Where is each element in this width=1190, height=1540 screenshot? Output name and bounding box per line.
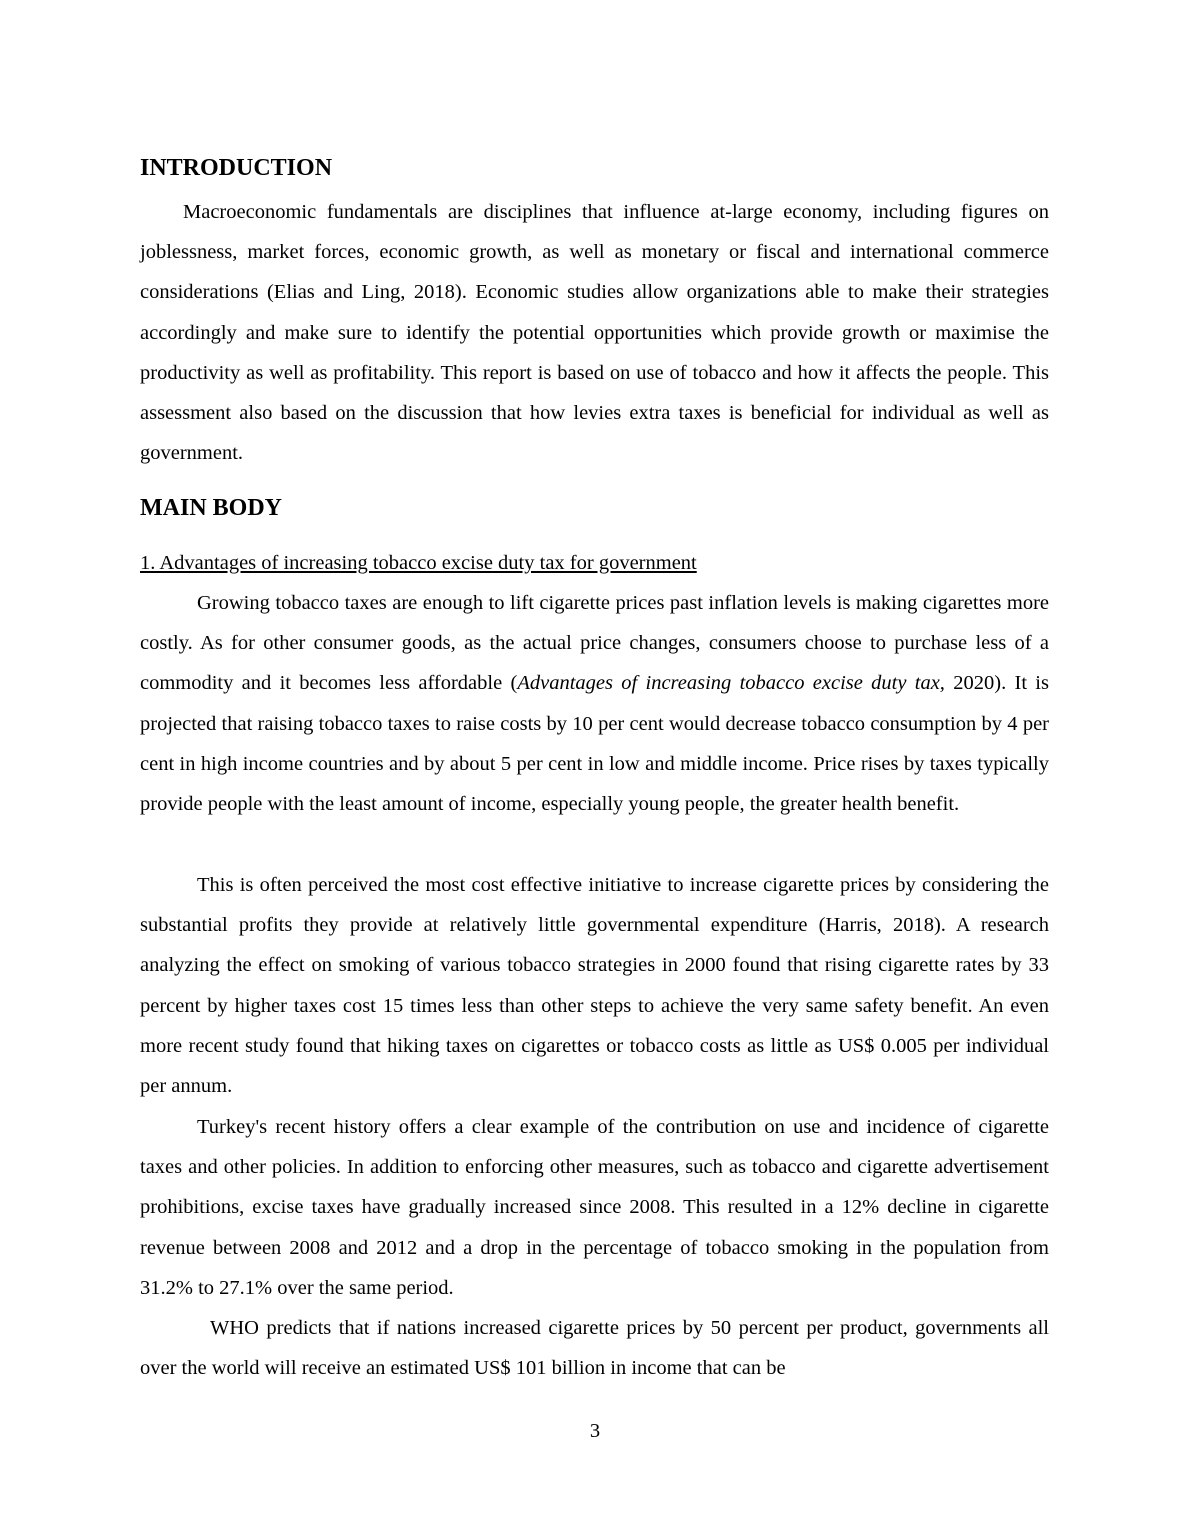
paragraph-1-text-before: Growing tobacco taxes are enough to lift cigarette prices past inflation levels is making cigarettes more costly. As for other consumer goods, as the actual price changes, consumers choose to purchase less of a commodity and it becomes less affordable (: [140, 592, 1049, 695]
intro-paragraph: Macroeconomic fundamentals are disciplines that influence at-large economy, including figures on joblessness, market forces, economic growth, as well as monetary or fiscal and international commerce considerations (Elias and Ling, 2018). Economic studies allow organizations able to make their strategies accordingly and make sure to identify the potential opportunities which provide growth or maximise the productivity as well as profitability. This report is based on use of tobacco and how it affects the people. This assessment also based on the discussion that how levies extra taxes is beneficial for individual as well as government.: [140, 201, 1049, 465]
main-body-heading: MAIN BODY: [140, 495, 282, 521]
paragraph-1-citation: Advantages of increasing tobacco excise duty tax,: [517, 672, 945, 695]
section-1-paragraph-1: [140, 583, 1049, 824]
section-1-paragraph-2: This is often perceived the most cost effective initiative to increase cigarette prices by considering the substantial profits they provide at relatively little governmental expenditure (Harris, 2018). A research analyzing the effect on smoking of various tobacco strategies in 2000 found that rising cigarette rates by 33 percent by higher taxes cost 15 times less than other steps to achieve the very same safety benefit. An even more recent study found that hiking taxes on cigarettes or tobacco costs as little as US$ 0.005 per individual per annum.: [140, 874, 1049, 1098]
page-number: 3: [589, 1420, 601, 1442]
section-1-paragraph-4: WHO predicts that if nations increased cigarette prices by 50 percent per product, governments all over the world will receive an estimated US$ 101 billion in income that can be: [140, 1317, 1049, 1380]
introduction-heading: INTRODUCTION: [140, 155, 333, 181]
paragraph-1-text-after: 2020). It is projected that raising tobacco taxes to raise costs by 10 per cent would decrease tobacco consumption by 4 per cent in high income countries and by about 5 per cent in low and middle income. Price rises by taxes typically provide people with the least amount of income, especially young people, the greater health benefit.: [140, 672, 1049, 816]
section-1-paragraph-3: Turkey's recent history offers a clear example of the contribution on use and incidence of cigarette taxes and other policies. In addition to enforcing other measures, such as tobacco and cigarette advertisement prohibitions, excise taxes have gradually increased since 2008. This resulted in a 12% decline in cigarette revenue between 2008 and 2012 and a drop in the percentage of tobacco smoking in the population from 31.2% to 27.1% over the same period.: [140, 1116, 1049, 1299]
section-1-title: 1. Advantages of increasing tobacco excise duty tax for government: [140, 552, 697, 574]
